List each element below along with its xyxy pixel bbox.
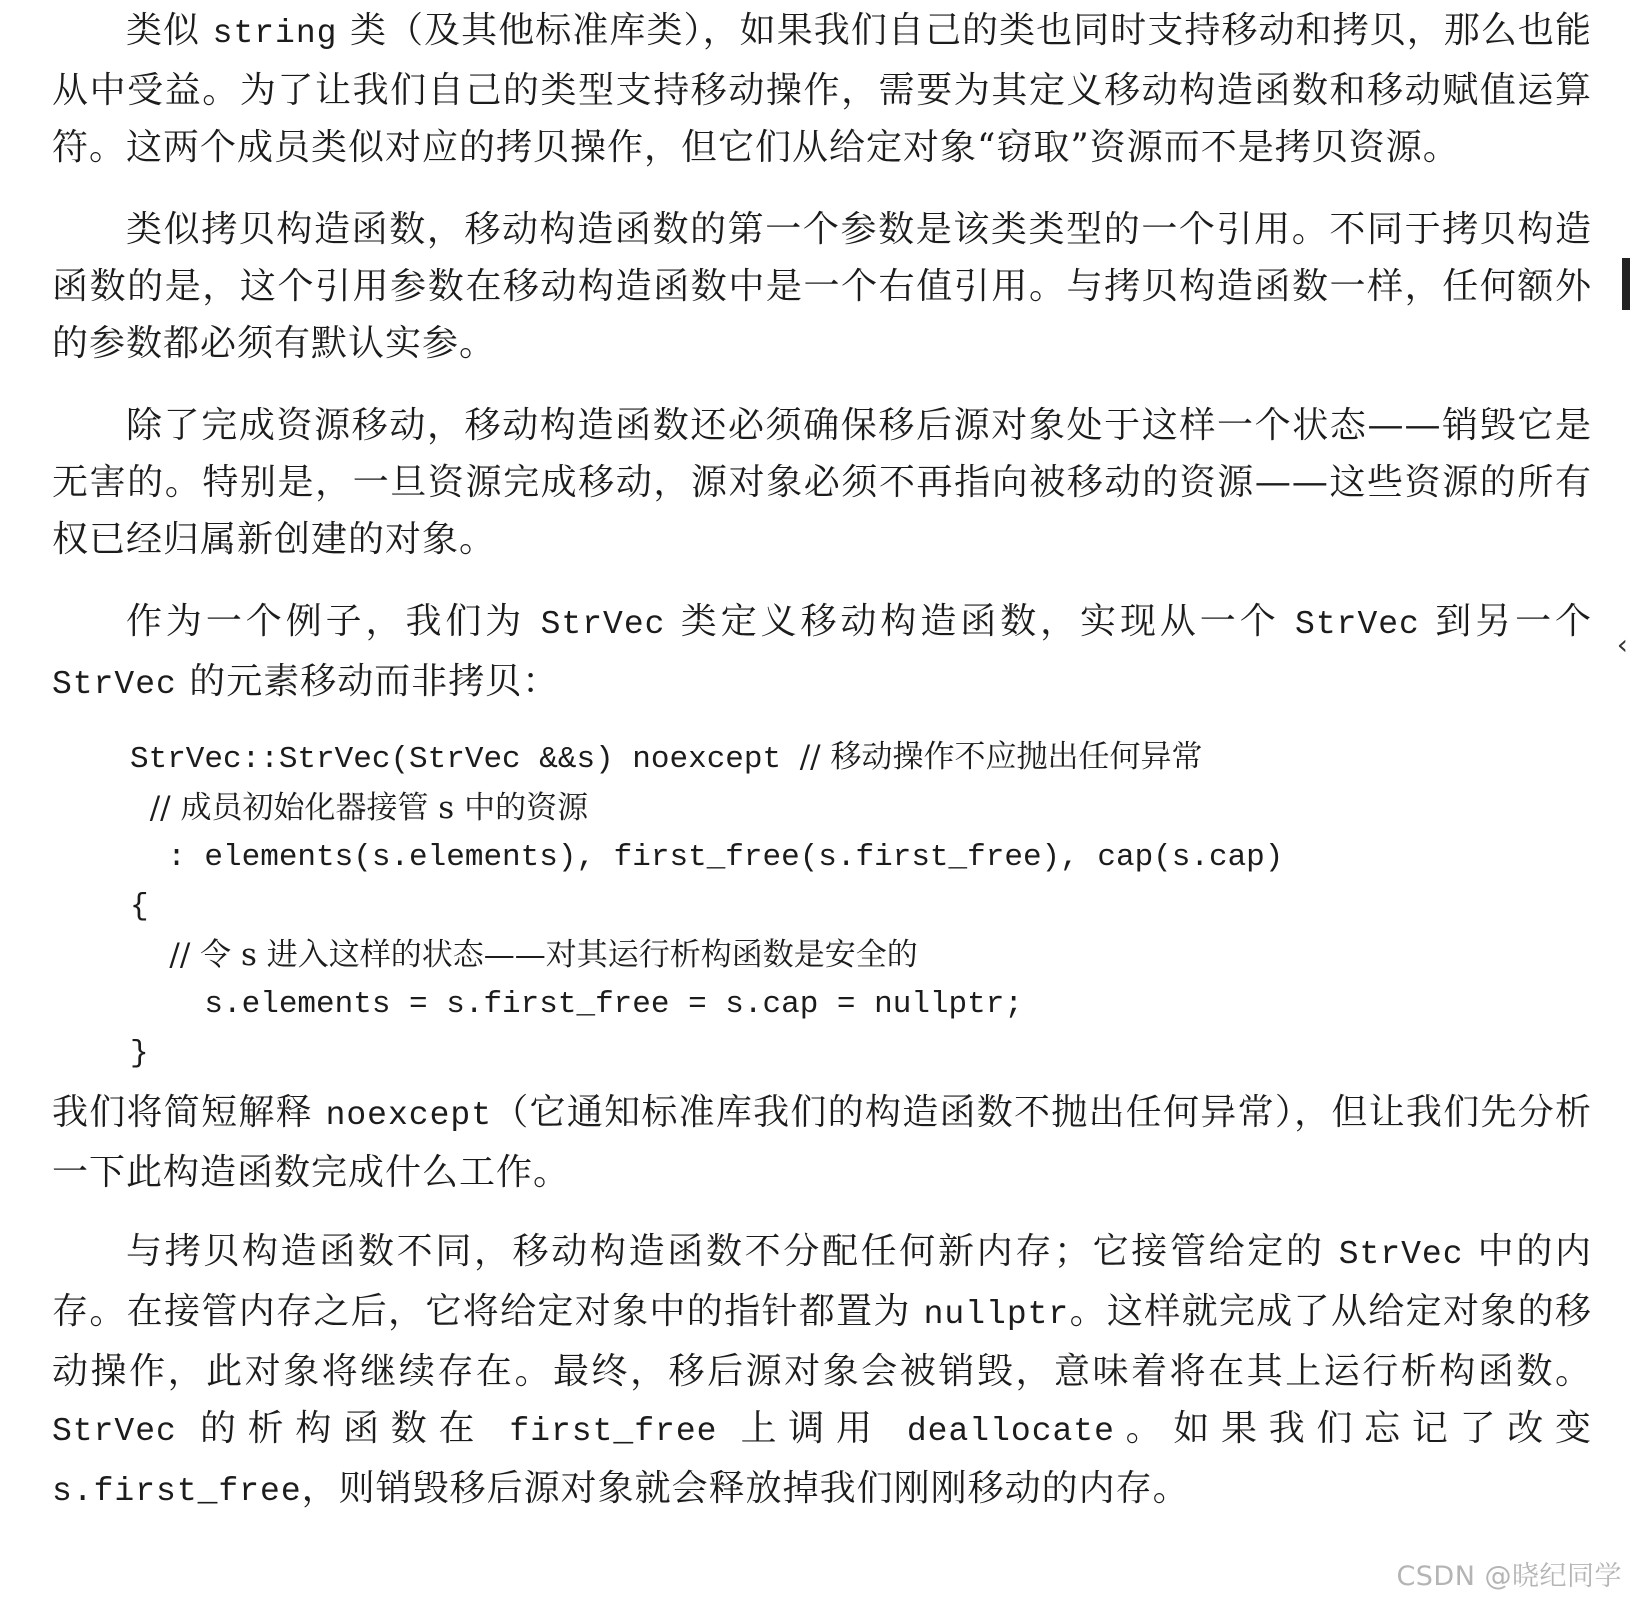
text-run: ，则销毁移后源对象就会释放掉我们刚刚移动的内存。 [301,1468,1190,1509]
text-run: 的元素移动而非拷贝： [176,661,560,702]
code-line-7: } [130,1036,149,1071]
paragraph-memory-takeover [52,1223,1592,1520]
text-run: 类（及其他标准库类），如果我们自己的类也同时支持移动和拷贝，那么也能从中受益。为了让我们自己的类型支持移动操作，需要为其定义移动构造函数和移动赋值运算符。这两个成员类似对应的拷贝操作，但它们从给定对象“窃取”资源而不是拷贝资源。 [52,10,1592,168]
inline-code-s-first-free: s.first_free [52,1473,302,1510]
inline-code-strvec: StrVec [540,606,666,643]
code-line-6: s.elements = s.first_free = s.cap = nullptr; [130,987,1023,1022]
code-line-5: // 令 s 进入这样的状态——对其运行析构函数是安全的 [130,937,918,973]
inline-code-noexcept: noexcept [325,1097,493,1134]
paragraph-strvec-example [52,593,1592,713]
text-run: 上调用 [717,1408,907,1449]
code-block-move-constructor [130,733,1592,1078]
inline-code-string: string [212,15,338,52]
code-comment: // 移动操作不应抛出任何异常 [799,739,1203,775]
text-run: 的析构函数在 [176,1408,510,1449]
paragraph-move-intro [52,0,1592,176]
inline-code-nullptr: nullptr [923,1296,1070,1333]
margin-tab-marker [1622,258,1630,310]
code-line-4: { [130,889,149,924]
code-line-2: // 成员初始化器接管 s 中的资源 [130,790,589,826]
text-run: 作为一个例子，我们为 [126,601,541,642]
paragraph-noexcept-note [52,1084,1592,1201]
inline-code-strvec: StrVec [52,1413,177,1450]
code-line-1 [130,733,1592,784]
inline-code-strvec: StrVec [1295,606,1420,643]
paragraph-move-constructor-param: 类似拷贝构造函数，移动构造函数的第一个参数是该类类型的一个引用。不同于拷贝构造函数的是，这个引用参数在移动构造函数中是一个右值引用。与拷贝构造函数一样，任何额外的参数都必须有默认实参。 [52,209,1592,364]
code-text: StrVec::StrVec(StrVec &&s) noexcept [130,742,800,777]
code-line-3: : elements(s.elements), first_free(s.first_free), cap(s.cap) [130,840,1284,875]
page-content [52,0,1592,1520]
text-run: 与拷贝构造函数不同，移动构造函数不分配任何新内存；它接管给定的 [126,1231,1339,1272]
text-run: 类定义移动构造函数，实现从一个 [665,601,1296,642]
text-run: 中的内存。在接管内存之后，它将给定对象中的指针都置为 [52,1231,1592,1332]
text-run: （它通知标准库我们的构造函数不抛出任何异常），但让我们先分析一下此构造函数完成什么工作。 [52,1092,1592,1193]
text-run: 。如果我们忘记了改变 [1114,1408,1593,1449]
inline-code-first-free: first_free [509,1413,718,1450]
text-run: 类似 [126,10,213,51]
inline-code-strvec: StrVec [52,666,177,703]
text-run: 我们将简短解释 [52,1092,326,1133]
text-run: 到另一个 [1419,601,1592,642]
csdn-watermark: CSDN @晓纪同学 [1396,1561,1622,1592]
margin-arrow-icon: ‹ [1616,628,1628,661]
text-run: 。这样就完成了从给定对象的移动操作，此对象将继续存在。最终，移后源对象会被销毁，意味着将在其上运行析构函数。 [52,1291,1592,1392]
inline-code-deallocate: deallocate [906,1413,1115,1450]
inline-code-strvec: StrVec [1338,1236,1464,1273]
paragraph-moved-from-state: 除了完成资源移动，移动构造函数还必须确保移后源对象处于这样一个状态——销毁它是无害的。特别是，一旦资源完成移动，源对象必须不再指向被移动的资源——这些资源的所有权已经归属新创建的对象。 [52,405,1592,560]
